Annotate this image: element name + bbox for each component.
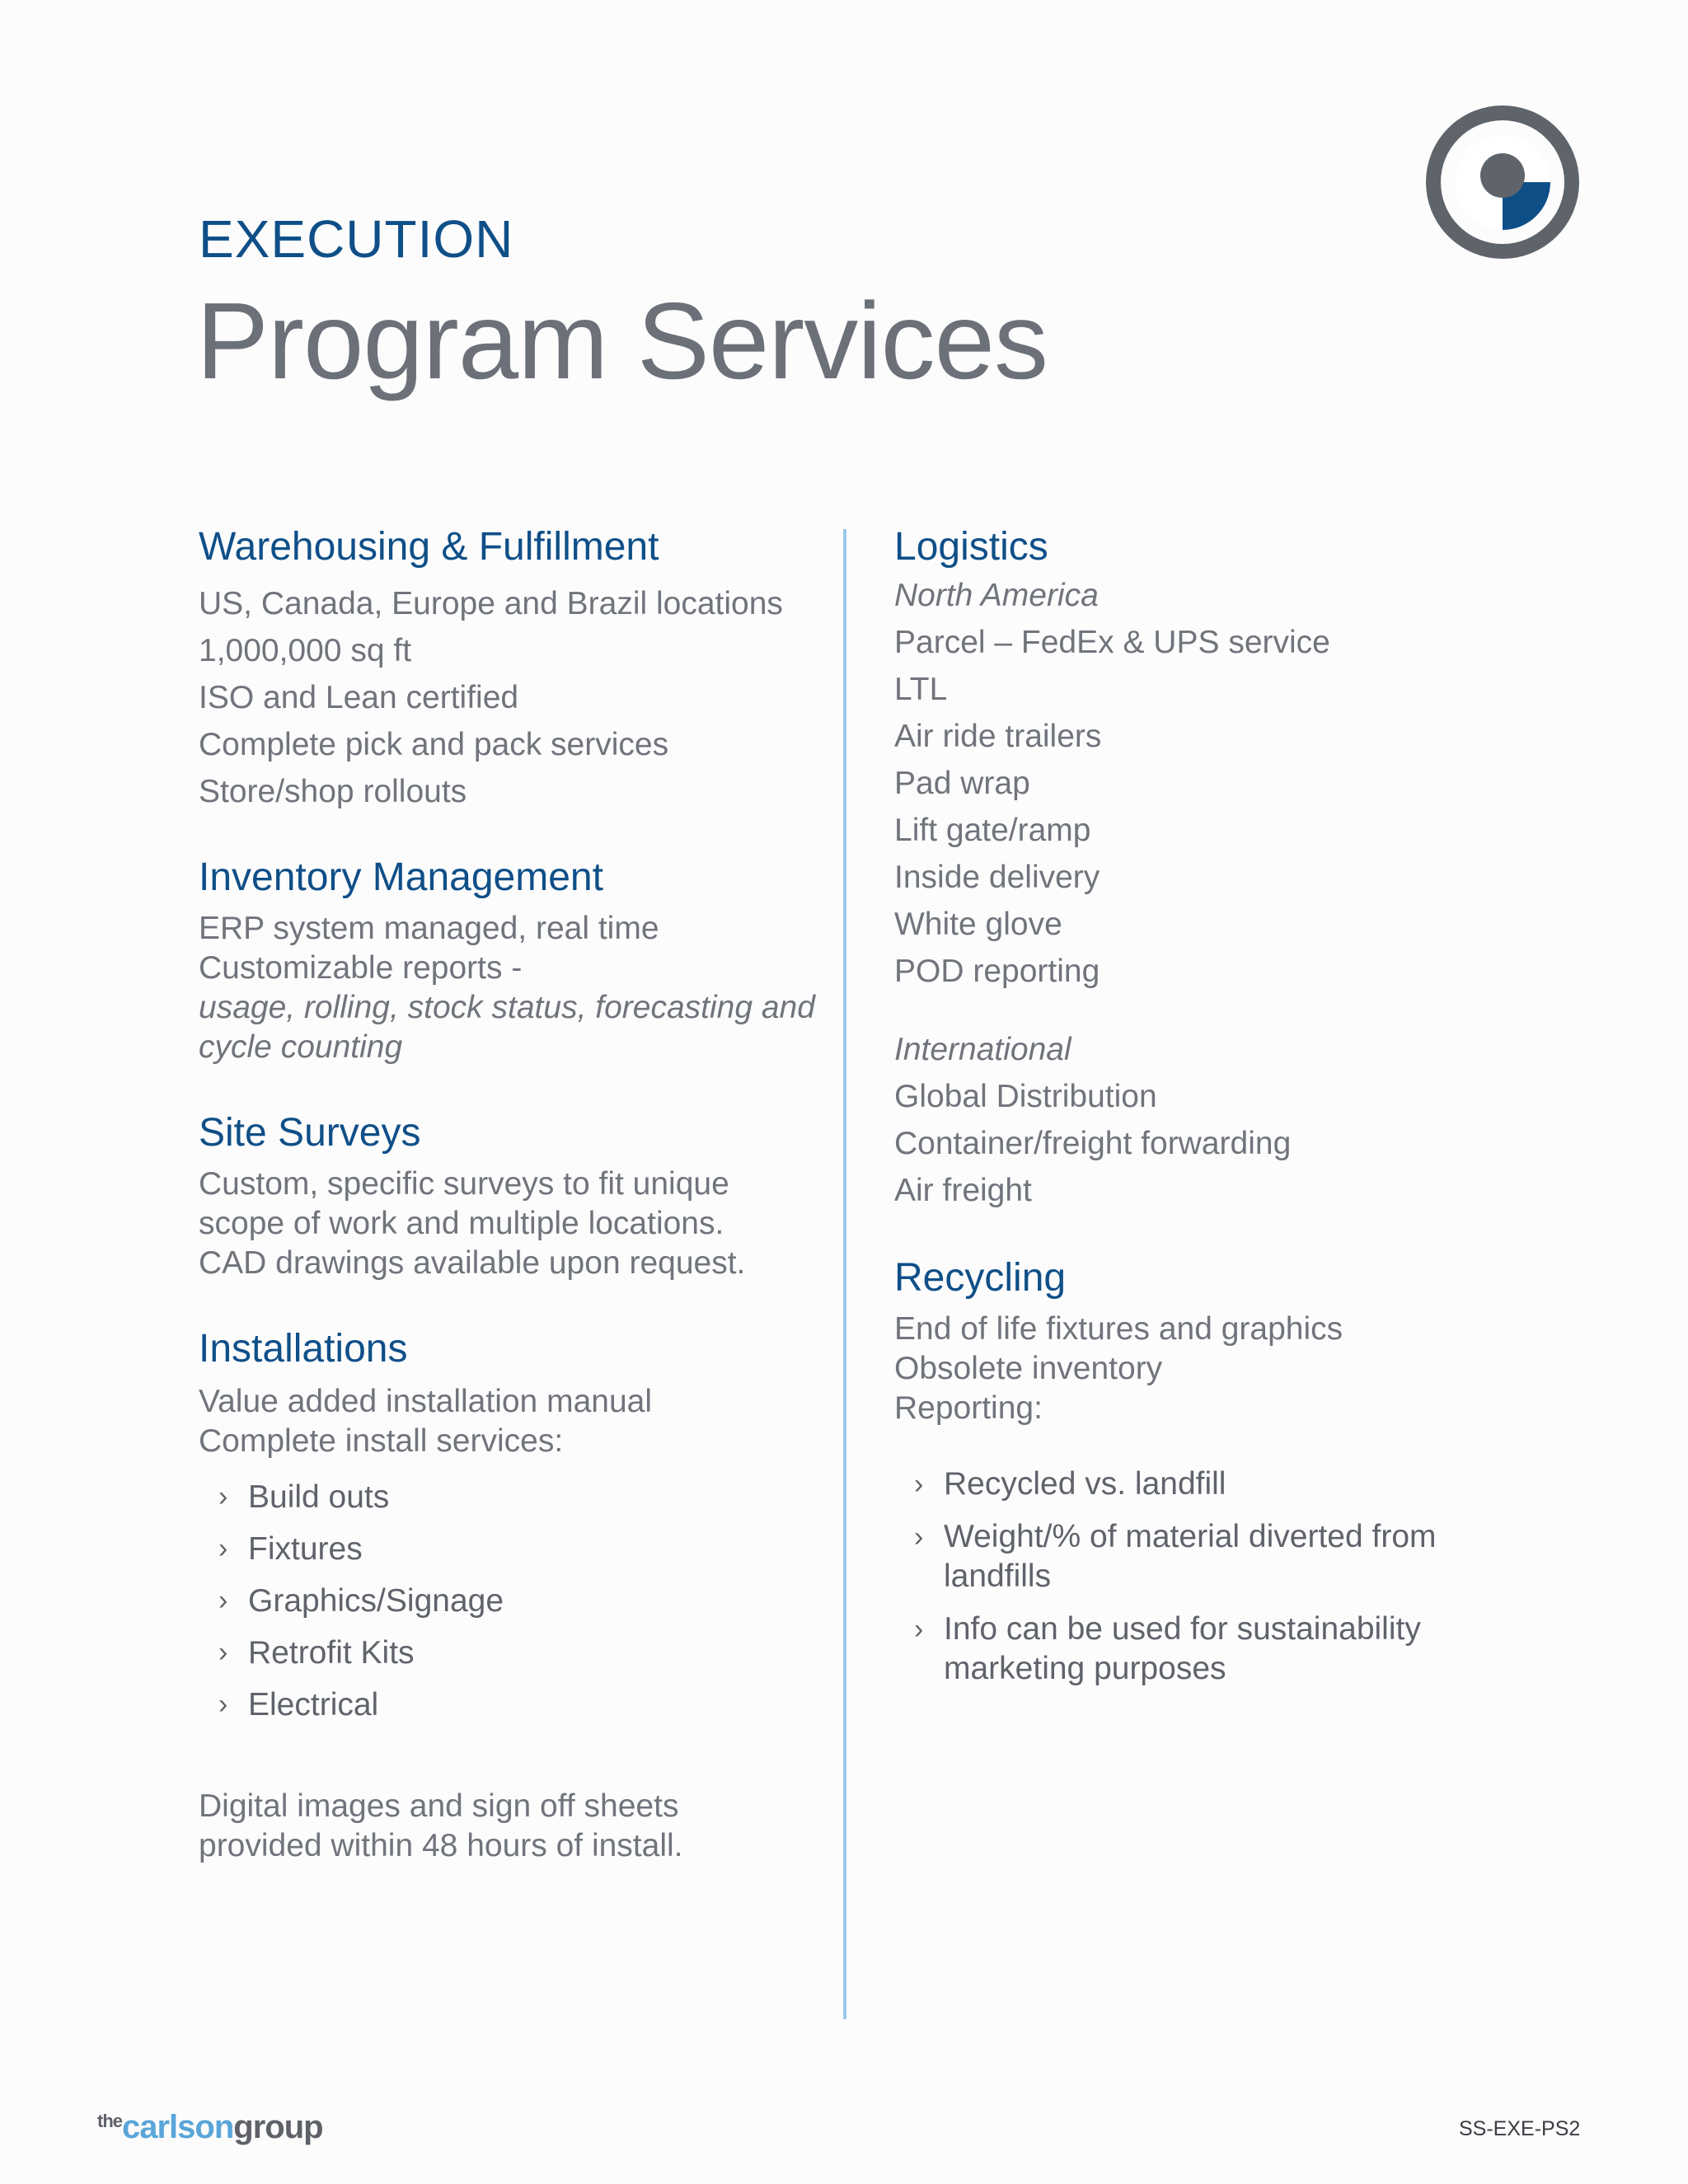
right-column xyxy=(894,523,1504,1689)
list-item: › Retrofit Kits xyxy=(199,1627,825,1679)
surveys-section xyxy=(199,1108,825,1283)
inventory-section xyxy=(199,853,825,1067)
section-kicker: EXECUTION xyxy=(199,209,514,269)
recycling-section xyxy=(894,1254,1504,1689)
left-column xyxy=(199,523,825,1866)
list-item: › Info can be used for sustainability marketing purposes xyxy=(914,1611,1421,1686)
installations-footer-line: Digital images and sign off sheets xyxy=(199,1788,679,1824)
logistics-line: LTL xyxy=(894,672,948,707)
recycling-line: Reporting: xyxy=(894,1390,1043,1426)
installations-line: Complete install services: xyxy=(199,1423,564,1459)
logistics-line: Lift gate/ramp xyxy=(894,813,1091,848)
surveys-line: CAD drawings available upon request. xyxy=(199,1245,746,1281)
list-item: › Electrical xyxy=(199,1679,825,1731)
list-item: › Weight/% of material diverted from landfills xyxy=(914,1519,1437,1594)
recycling-line: End of life fixtures and graphics xyxy=(894,1311,1343,1347)
warehousing-line: Store/shop rollouts xyxy=(199,774,467,809)
logistics-line: Global Distribution xyxy=(894,1079,1157,1114)
logistics-line: POD reporting xyxy=(894,954,1100,989)
document-id: SS-EXE-PS2 xyxy=(1459,2117,1581,2140)
logistics-line: White glove xyxy=(894,907,1062,942)
bullet-chevron-icon: › xyxy=(914,1614,924,1645)
installations-bullet-list xyxy=(199,1471,825,1731)
inventory-line: ERP system managed, real time xyxy=(199,911,659,946)
inventory-line: Customizable reports - xyxy=(199,950,523,986)
surveys-line: Custom, specific surveys to fit unique xyxy=(199,1166,729,1202)
bullet-chevron-icon: › xyxy=(914,1521,924,1553)
logistics-section xyxy=(894,523,1504,1214)
north-america-label: North America xyxy=(894,578,1099,613)
bullet-chevron-icon: › xyxy=(218,1637,228,1668)
list-item: › Graphics/Signage xyxy=(199,1575,825,1627)
surveys-line: scope of work and multiple locations. xyxy=(199,1206,724,1241)
page-title: Program Services xyxy=(196,280,1048,401)
installations-section xyxy=(199,1324,825,1866)
logistics-line: Air ride trailers xyxy=(894,719,1102,754)
company-logo-icon xyxy=(1424,104,1581,260)
warehousing-line: US, Canada, Europe and Brazil locations xyxy=(199,586,783,621)
warehousing-line: ISO and Lean certified xyxy=(199,680,519,715)
bullet-chevron-icon: › xyxy=(218,1481,228,1512)
bullet-chevron-icon: › xyxy=(914,1469,924,1500)
logistics-heading: Logistics xyxy=(894,525,1048,569)
installations-heading: Installations xyxy=(199,1327,408,1371)
bullet-chevron-icon: › xyxy=(218,1533,228,1564)
international-label: International xyxy=(894,1032,1071,1067)
logistics-line: Inside delivery xyxy=(894,860,1100,895)
recycling-heading: Recycling xyxy=(894,1256,1067,1300)
logistics-line: Pad wrap xyxy=(894,766,1030,801)
warehousing-heading: Warehousing & Fulfillment xyxy=(199,525,659,569)
column-divider xyxy=(843,529,846,2019)
inventory-detail-line: usage, rolling, stock status, forecasting and xyxy=(199,990,815,1025)
logistics-line: Container/freight forwarding xyxy=(894,1126,1292,1161)
installations-line: Value added installation manual xyxy=(199,1384,652,1419)
list-item: › Fixtures xyxy=(199,1523,825,1575)
recycling-line: Obsolete inventory xyxy=(894,1351,1163,1386)
surveys-heading: Site Surveys xyxy=(199,1111,421,1155)
list-item: › Build outs xyxy=(199,1471,825,1523)
warehousing-line: 1,000,000 sq ft xyxy=(199,633,412,668)
warehousing-line: Complete pick and pack services xyxy=(199,727,669,762)
bullet-chevron-icon: › xyxy=(218,1689,228,1720)
logistics-line: Air freight xyxy=(894,1173,1032,1208)
inventory-detail-line: cycle counting xyxy=(199,1029,403,1065)
bullet-chevron-icon: › xyxy=(218,1585,228,1616)
list-item: › Recycled vs. landfill xyxy=(894,1465,1504,1504)
installations-footer-line: provided within 48 hours of install. xyxy=(199,1828,683,1863)
recycling-bullet-list xyxy=(894,1465,1504,1689)
warehousing-section xyxy=(199,523,825,815)
brand-wordmark: $^{the}$carlsongroup xyxy=(97,2109,323,2145)
inventory-heading: Inventory Management xyxy=(199,855,603,899)
logistics-line: Parcel – FedEx & UPS service xyxy=(894,625,1330,660)
